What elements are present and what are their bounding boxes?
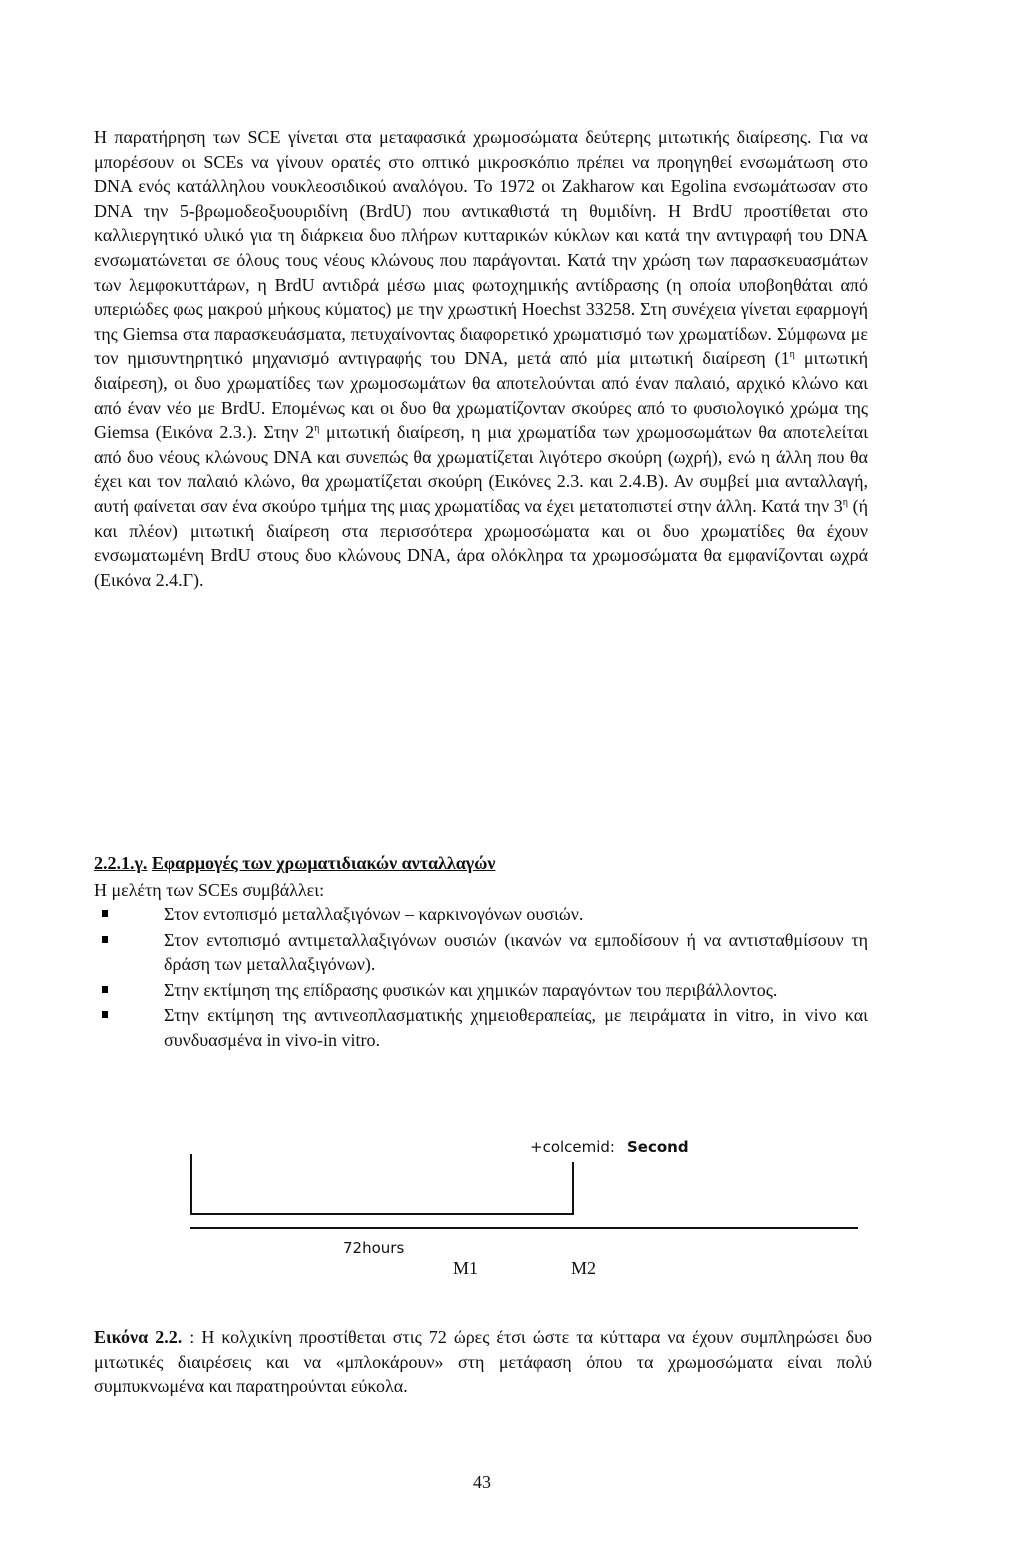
section-intro: Η μελέτη των SCEs συμβάλλει:	[94, 880, 325, 900]
bullet-square-icon	[102, 910, 108, 917]
superscript-3: η	[842, 496, 848, 508]
body-paragraph	[94, 125, 868, 592]
list-item-text: Στον εντοπισμό αντιμεταλλαξιγόνων ουσιών (ικανών να εμποδίσουν ή να αντισταθμίσουν τη δράση των μεταλλαξιγόνων).	[164, 929, 868, 975]
hours-label: 72hours	[343, 1239, 405, 1257]
start-tick	[190, 1154, 192, 1214]
bullet-square-icon	[102, 936, 108, 943]
caption-text: : Η κολχικίνη προστίθεται στις 72 ώρες έτσι ώστε τα κύτταρα να έχουν συμπληρώσει δυο μιτωτικές διαιρέσεις και να «μπλοκάρουν» στη μετάφαση όπου τα χρωμοσώματα είναι πολύ συμπυκνωμένα και παρατηρούνται εύκολα.	[94, 1327, 872, 1397]
bullet-list	[94, 902, 868, 1054]
list-item	[94, 928, 868, 977]
list-item-text: Στην εκτίμηση της αντινεοπλασματικής χημειοθεραπείας, με πειράματα in vitro, in vivo και συνδυασμένα in vivo-in vitro.	[164, 1005, 868, 1050]
timeline-line-upper	[190, 1213, 574, 1215]
bullet-square-icon	[102, 986, 108, 993]
section-number: 2.2.1.γ.	[94, 853, 148, 873]
bullet-square-icon	[102, 1011, 108, 1018]
list-item	[94, 902, 868, 927]
m1-label: M1	[453, 1258, 479, 1278]
colcemid-tick	[572, 1162, 574, 1214]
list-item	[94, 1003, 868, 1052]
section-title: Εφαρμογές των χρωματιδιακών ανταλλαγών	[151, 853, 496, 873]
colcemid-label: +colcemid:	[530, 1138, 615, 1156]
second-label: Second	[627, 1138, 689, 1156]
list-item-text: Στην εκτίμηση της επίδρασης φυσικών και χημικών παραγόντων του περιβάλλοντος.	[164, 979, 778, 1000]
caption-lead: Εικόνα 2.2.	[94, 1327, 183, 1347]
body-text-part-2: μιτωτική διαίρεση), οι δυο χρωματίδες των χρωμοσωμάτων θα αποτελούνται από έναν παλαιό, αρχικό κλώνο και από έναν νέο με BrdU. Επομένως και οι δυο θα χρωματίζονταν σκούρες από το φυσιολογικό χρώμα της Giemsa (Εικόνα 2.3.). Στην 2	[94, 348, 869, 443]
superscript-1: η	[789, 349, 795, 361]
superscript-2: η	[314, 423, 320, 435]
page-number: 43	[473, 1472, 491, 1492]
list-item-text: Στον εντοπισμό μεταλλαξιγόνων – καρκινογόνων ουσιών.	[164, 904, 584, 924]
list-item	[94, 978, 868, 1003]
section-heading	[94, 853, 495, 874]
figure-caption	[94, 1325, 872, 1399]
body-text-part-3: μιτωτική διαίρεση, η μια χρωματίδα των χρωμοσωμάτων θα αποτελείται από δυο νέους κλώνους DNA και συνεπώς θα χρωματίζεται λιγότερο σκούρη (ωχρή), ενώ η άλλη που θα έχει και τον παλαιό κλώνο, θα χρωματίζεται σκούρη (Εικόνες 2.3. και 2.4.Β). Αν συμβεί μια ανταλλαγή, αυτή φαίνεται σαν ένα σκούρο τμήμα της μιας χρωματίδας να έχει μετατοπιστεί στην άλλη. Κατά την 3	[94, 422, 868, 516]
body-text-part-1: Η παρατήρηση των SCE γίνεται στα μεταφασικά χρωμοσώματα δεύτερης μιτωτικής διαίρεσης. Για να μπορέσουν οι SCEs να γίνουν ορατές στο οπτικό μικροσκόπιο πρέπει να προηγηθεί ενσωμάτωση στο DNA ενός κατάλληλου νουκλεοσιδικού αναλόγου. Το 1972 οι Zakharow και Egolina ενσωμάτωσαν στο DNA την 5-βρωμοδεοξυουριδίνη (BrdU) που αντικαθιστά τη θυμιδίνη. Η BrdU προστίθεται στο καλλιεργητικό υλικό για τη διάρκεια δυο πλήρων κυτταρικών κύκλων και κατά την αντιγραφή του DNA ενσωματώνεται σε όλους τους νέους κλώνους που παράγονται. Κατά την χρώση των παρασκευασμάτων των λεμφοκυττάρων, η BrdU αντιδρά μέσω μιας φωτοχημικής αντίδρασης (η οποία υποβοηθάται από υπεριώδες φως μακρού μήκους κύματος) με την χρωστική Hoechst 33258. Στη συνέχεια γίνεται εφαρμογή της Giemsa στα παρασκευάσματα, πετυχαίνοντας διαφορετικό χρωματισμό των χρωματίδων. Σύμφωνα με τον ημισυντηρητικό μηχανισμό αντιγραφής του DNA, μετά από μία μιτωτική διαίρεση (1	[94, 127, 868, 369]
body-text-part-4: (ή και πλέον) μιτωτική διαίρεση στα περισσότερα χρωμοσώματα και οι δυο χρωματίδες θα έχουν ενσωματωμένη BrdU στους δυο κλώνους DNA, άρα ολόκληρα τα χρωμοσώματα θα εμφανίζονται ωχρά (Εικόνα 2.4.Γ).	[94, 495, 868, 590]
timeline-line-lower	[190, 1227, 858, 1229]
m2-label: M2	[571, 1258, 597, 1278]
